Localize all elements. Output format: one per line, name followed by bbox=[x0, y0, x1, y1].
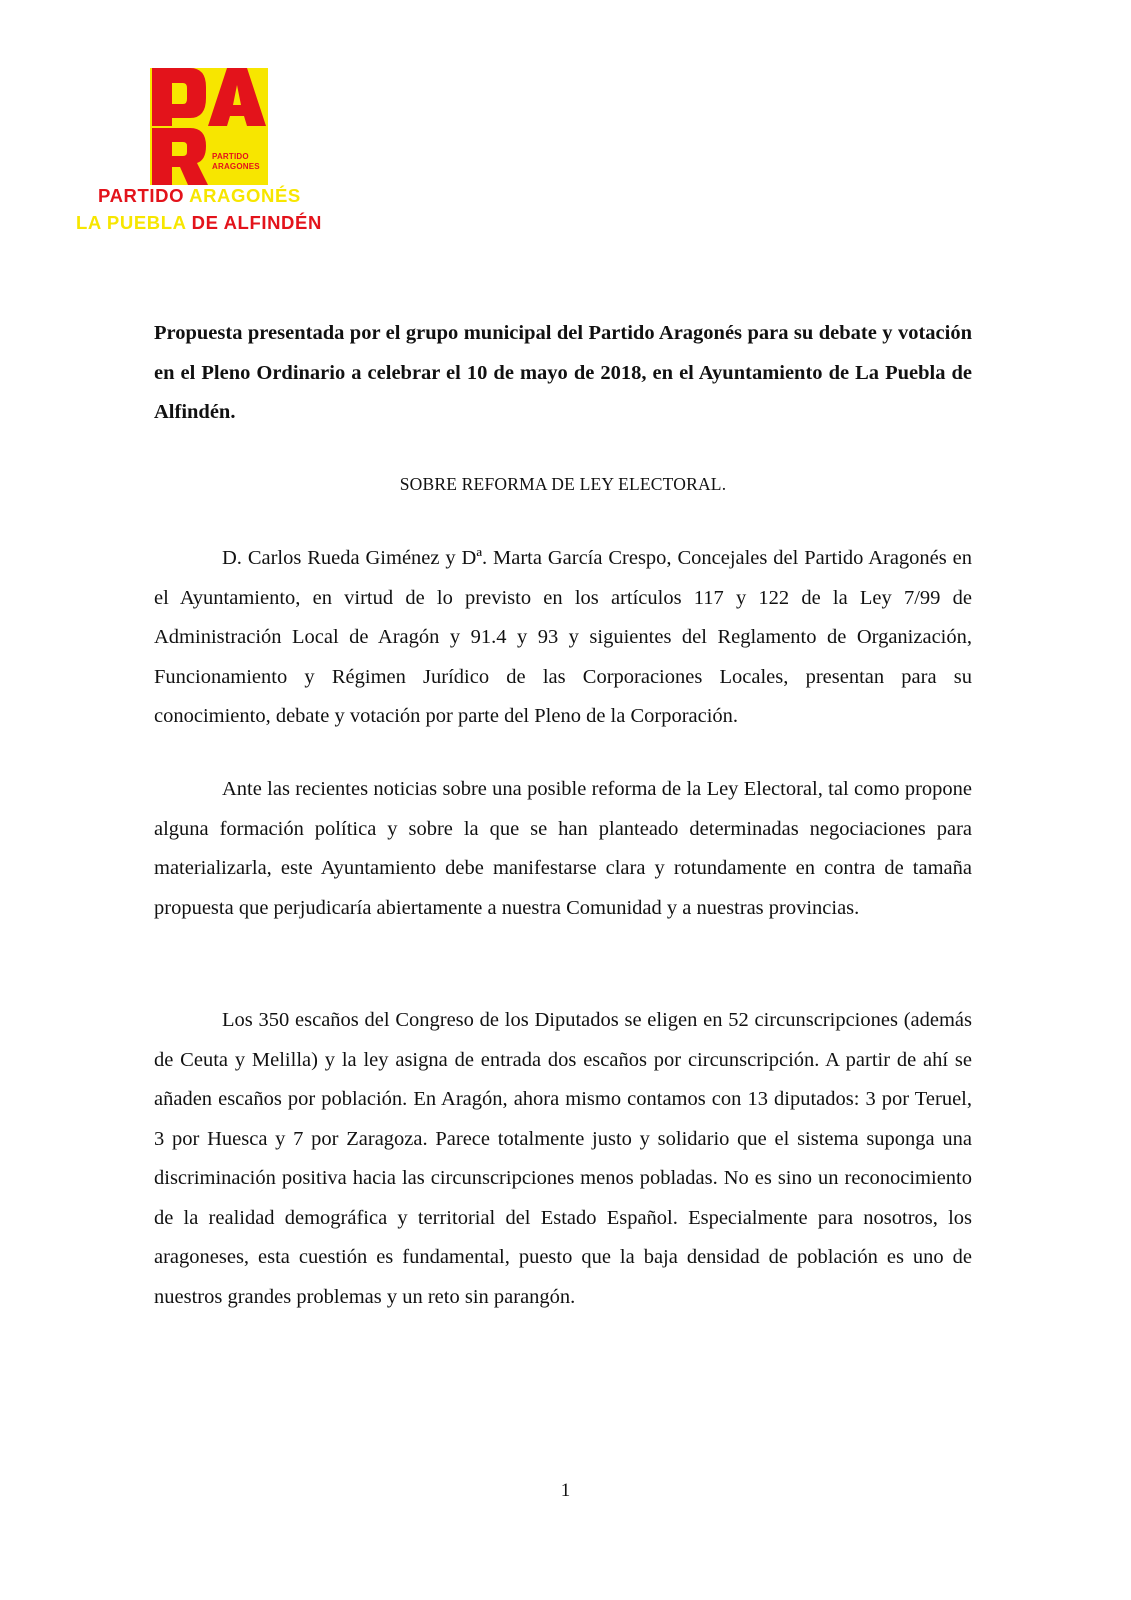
body-paragraph-1: D. Carlos Rueda Giménez y Dª. Marta García Crespo, Concejales del Partido Aragonés en el Ayuntamiento, en virtud de lo previsto en los artículos 117 y 122 de la Ley 7/99 de Administración Local de Aragón y 91.4 y 93 y siguientes del Reglamento de Organización, Funcionamiento y Régimen Jurídico de las Corporaciones Locales, presentan para su conocimiento, debate y votación por parte del Pleno de la Corporación. bbox=[154, 547, 972, 727]
page-number: 1 bbox=[560, 1480, 571, 1501]
body-paragraph-3: Los 350 escaños del Congreso de los Diputados se eligen en 52 circunscripciones (además de Ceuta y Melilla) y la ley asigna de entrada dos escaños por circunscripción. A partir de ahí se añaden escaños por población. En Aragón, ahora mismo contamos con 13 diputados: 3 por Teruel, 3 por Huesca y 7 por Zaragoza. Parece totalmente justo y solidario que el sistema suponga una discriminación positiva hacia las circunscripciones menos pobladas. No es sino un reconocimiento de la realidad demográfica y territorial del Estado Español. Especialmente para nosotros, los aragoneses, esta cuestión es fundamental, puesto que la baja densidad de población es uno de nuestros grandes problemas y un reto sin parangón. bbox=[154, 1009, 972, 1308]
logo-small-text: PARTIDO ARAGONES bbox=[212, 152, 260, 171]
party-logo bbox=[76, 68, 356, 238]
par-logo-mark bbox=[150, 68, 268, 185]
document-heading: Propuesta presentada por el grupo municipal del Partido Aragonés para su debate y votación en el Pleno Ordinario a celebrar el 10 de mayo de 2018, en el Ayuntamiento de La Puebla de Alfindén. bbox=[154, 322, 972, 423]
logo-line-la-puebla: LA PUEBLA DE ALFINDÉN bbox=[76, 212, 322, 233]
logo-line-partido-aragones: PARTIDO ARAGONÉS bbox=[98, 185, 301, 206]
document-subject: SOBRE REFORMA DE LEY ELECTORAL. bbox=[399, 474, 727, 494]
body-paragraph-2: Ante las recientes noticias sobre una posible reforma de la Ley Electoral, tal como propone alguna formación política y sobre la que se han planteado determinadas negociaciones para materializarla, este Ayuntamiento debe manifestarse clara y rotundamente en contra de tamaña propuesta que perjudicaría abiertamente a nuestra Comunidad y a nuestras provincias. bbox=[154, 778, 972, 919]
